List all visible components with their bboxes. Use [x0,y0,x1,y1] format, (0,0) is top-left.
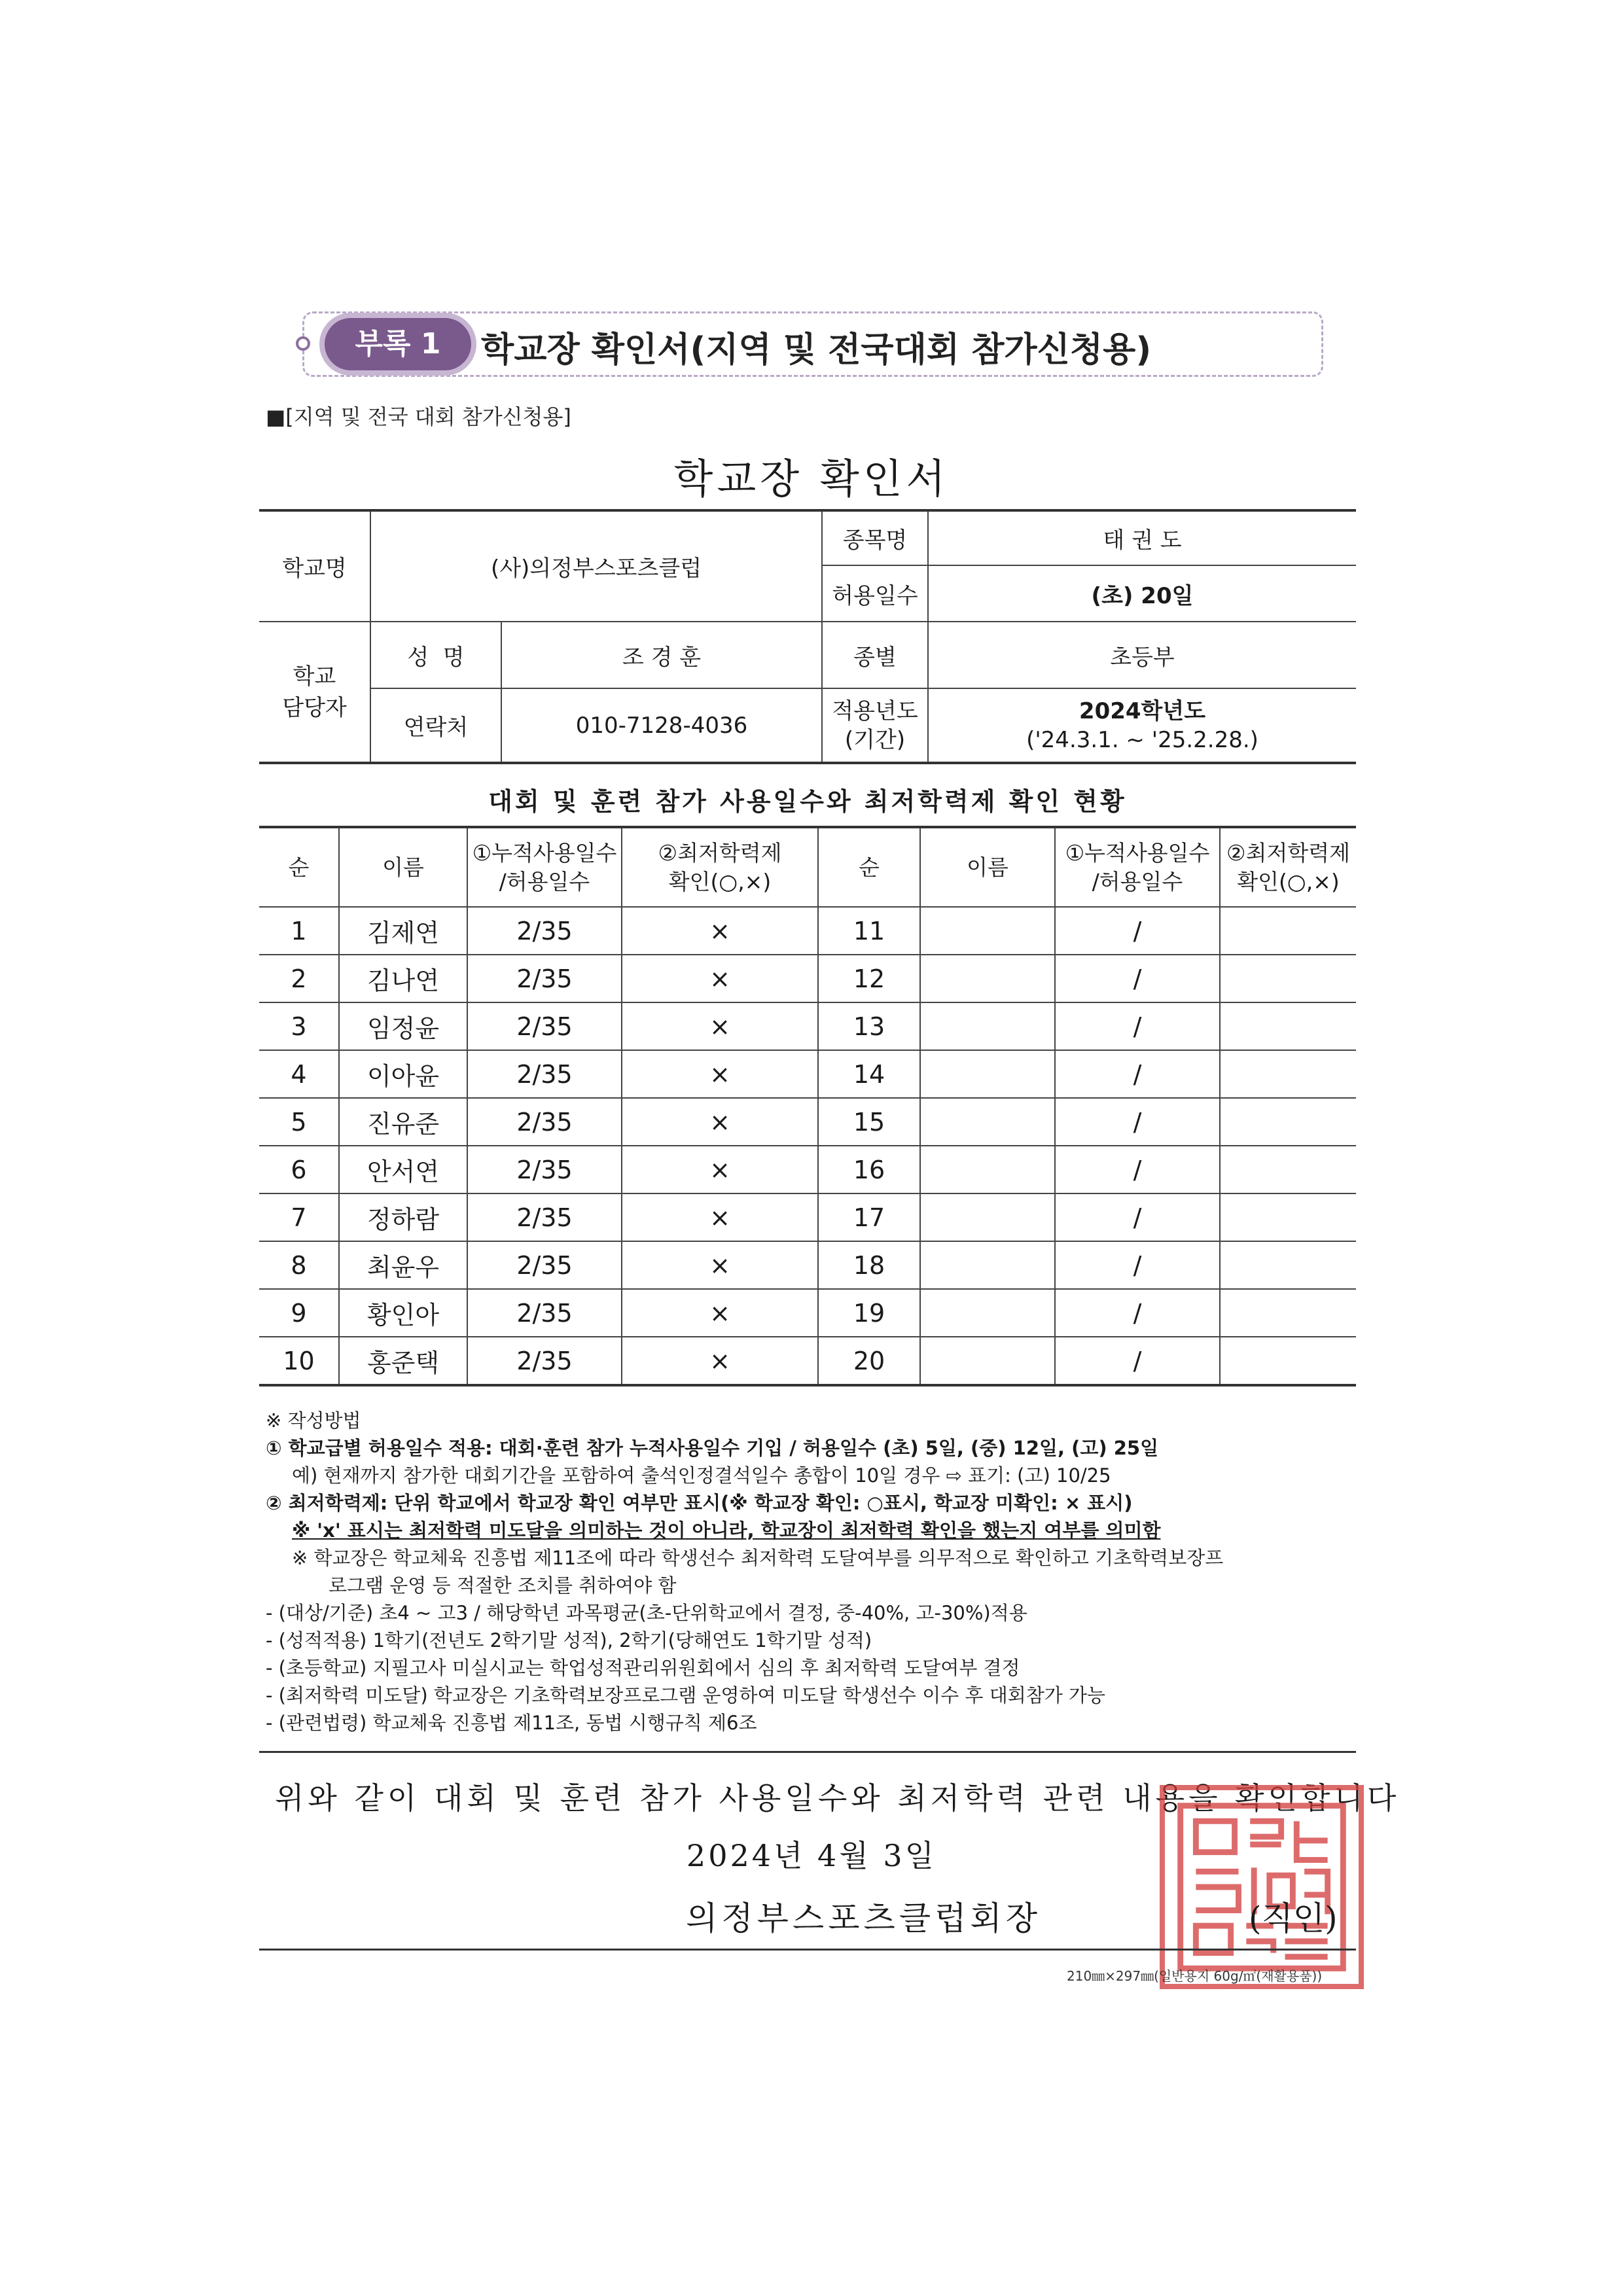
row-number: 16 [818,1146,920,1193]
section-title: 대회 및 훈련 참가 사용일수와 최저학력제 확인 현황 [488,787,1127,816]
grade-check: × [622,1050,818,1098]
note-1-example: 예) 현재까지 참가한 대회기간을 포함하여 출석인정결석일수 총합이 10일 경우 ⇨ 표기: (고) 10/25 [292,1464,1111,1487]
seal-mark: (직인) [1249,1899,1338,1937]
row-number: 12 [818,955,920,1002]
grade-check: × [622,1098,818,1146]
used-days: / [1055,1289,1220,1337]
note-2: ② 최저학력제: 단위 학교에서 학교장 확인 여부만 표시(※ 학교장 확인: ○표시, 학교장 미확인: × 표시) [266,1492,1133,1514]
used-days: 2/35 [467,1241,622,1289]
grade-check: × [622,1289,818,1337]
student-name [920,907,1055,955]
used-days: 2/35 [467,1337,622,1385]
name-label: 성 명 [370,622,501,688]
grade-check: × [622,1337,818,1385]
row-number: 14 [818,1050,920,1098]
instructions [266,1407,1359,1737]
student-name: 정하람 [339,1193,467,1241]
header-used-2: ①누적사용일수 /허용일수 [1055,827,1220,907]
header-dot [296,336,310,351]
used-days: 2/35 [467,1050,622,1098]
school-label: 학교명 [259,510,370,622]
subhead: ■[지역 및 전국 대회 참가신청용] [266,404,571,429]
grade-check [1220,1098,1356,1146]
year-value: 2024학년도 [1079,698,1206,724]
student-name [920,1193,1055,1241]
student-name: 홍준택 [339,1337,467,1385]
row-number: 8 [259,1241,339,1289]
row-number: 7 [259,1193,339,1241]
student-name: 안서연 [339,1146,467,1193]
row-number: 17 [818,1193,920,1241]
grade-check: × [622,1193,818,1241]
roster-table [259,826,1356,1386]
table-row [259,907,1356,955]
student-name [920,1146,1055,1193]
detail-4: - (최저학력 미도달) 학교장은 기초학력보장프로그램 운영하여 미도달 학생선수 이수 후 대회참가 가능 [266,1684,1106,1706]
header-no: 순 [259,827,339,907]
row-number: 4 [259,1050,339,1098]
row-number: 9 [259,1289,339,1337]
table-row [259,1050,1356,1098]
year-label: 적용년도 (기간) [822,688,928,763]
student-name: 최윤우 [339,1241,467,1289]
type-value: 초등부 [928,622,1356,688]
table-row [259,1337,1356,1385]
table-row [259,1002,1356,1050]
note-2-a: ※ 'x' 표시는 최저학력 미도달을 의미하는 것이 아니라, 학교장이 최저학력 확인을 했는지 여부를 의미함 [292,1519,1161,1542]
student-name: 임정윤 [339,1002,467,1050]
student-name [920,1289,1055,1337]
used-days: 2/35 [467,1146,622,1193]
grade-check [1220,1146,1356,1193]
days-value: (초) 20일 [928,565,1356,622]
row-number: 19 [818,1289,920,1337]
used-days: 2/35 [467,1289,622,1337]
header-check-2: ②최저학력제 확인(○,×) [1220,827,1356,907]
contact-label: 연락처 [370,688,501,763]
document-title: 학교장 확인서 [673,455,950,503]
header-no-2: 순 [818,827,920,907]
header-title: 학교장 확인서(지역 및 전국대회 참가신청용) [481,330,1152,370]
row-number: 20 [818,1337,920,1385]
row-number: 3 [259,1002,339,1050]
row-number: 2 [259,955,339,1002]
used-days: / [1055,955,1220,1002]
manager-label: 학교 담당자 [259,622,370,763]
grade-check [1220,907,1356,955]
student-name: 이아윤 [339,1050,467,1098]
student-name [920,955,1055,1002]
confirmation-text: 위와 같이 대회 및 훈련 참가 사용일수와 최저학력 관련 내용을 확인합니다 [275,1780,1400,1816]
notes-heading: ※ 작성방법 [266,1409,361,1432]
seal-graphic [1165,1790,1359,1984]
grade-check: × [622,1241,818,1289]
detail-5: - (관련법령) 학교체육 진흥법 제11조, 동법 시행규칙 제6조 [266,1712,757,1734]
issue-date: 2024년 4월 3일 [686,1838,937,1873]
table-row [259,1098,1356,1146]
year-period: ('24.3.1. ~ '25.2.28.) [1026,726,1258,753]
used-days: / [1055,907,1220,955]
student-name [920,1098,1055,1146]
appendix-badge: 부록 1 [319,313,476,376]
used-days: / [1055,1002,1220,1050]
signer-title: 의정부스포츠클럽회장 [686,1899,1041,1937]
student-name [920,1337,1055,1385]
sport-value: 태 권 도 [928,510,1356,565]
contact-value: 010-7128-4036 [501,688,822,763]
grade-check [1220,1050,1356,1098]
used-days: 2/35 [467,1098,622,1146]
used-days: / [1055,1050,1220,1098]
row-number: 11 [818,907,920,955]
school-value: (사)의정부스포츠클럽 [370,510,822,622]
grade-check: × [622,1146,818,1193]
year-cell [928,688,1356,763]
divider-bottom [259,1949,1356,1951]
table-row [259,955,1356,1002]
used-days: 2/35 [467,1002,622,1050]
row-number: 6 [259,1146,339,1193]
grade-check: × [622,955,818,1002]
grade-check [1220,1337,1356,1385]
official-seal [1160,1785,1364,1989]
student-name [920,1241,1055,1289]
sport-label: 종목명 [822,510,928,565]
student-name [920,1050,1055,1098]
header-name: 이름 [339,827,467,907]
name-value: 조 경 훈 [501,622,822,688]
header-used: ①누적사용일수 /허용일수 [467,827,622,907]
grade-check [1220,1289,1356,1337]
row-number: 18 [818,1241,920,1289]
grade-check [1220,1241,1356,1289]
detail-2: - (성적적용) 1학기(전년도 2학기말 성적), 2학기(당해연도 1학기말 성적) [266,1629,872,1651]
header-name-2: 이름 [920,827,1055,907]
row-number: 15 [818,1098,920,1146]
student-name: 진유준 [339,1098,467,1146]
table-row [259,1241,1356,1289]
note-1: ① 학교급별 허용일수 적용: 대회·훈련 참가 누적사용일수 기입 / 허용일수 (초) 5일, (중) 12일, (고) 25일 [266,1437,1159,1459]
student-name [920,1002,1055,1050]
detail-3: - (초등학교) 지필고사 미실시교는 학업성적관리위원회에서 심의 후 최저학력 도달여부 결정 [266,1657,1020,1679]
divider-top [259,1751,1356,1753]
grade-check: × [622,1002,818,1050]
student-name: 김나연 [339,955,467,1002]
used-days: 2/35 [467,1193,622,1241]
row-number: 1 [259,907,339,955]
info-table [259,509,1356,764]
grade-check [1220,1002,1356,1050]
note-2-b: ※ 학교장은 학교체육 진흥법 제11조에 따라 학생선수 최저학력 도달여부를 의무적으로 확인하고 기초학력보장프 [292,1547,1224,1569]
row-number: 10 [259,1337,339,1385]
grade-check [1220,955,1356,1002]
row-number: 13 [818,1002,920,1050]
student-name: 김제연 [339,907,467,955]
grade-check: × [622,907,818,955]
used-days: 2/35 [467,907,622,955]
table-row [259,1146,1356,1193]
roster-header-row [259,827,1356,907]
table-row [259,1193,1356,1241]
used-days: / [1055,1337,1220,1385]
used-days: / [1055,1146,1220,1193]
header-check: ②최저학력제 확인(○,×) [622,827,818,907]
used-days: / [1055,1241,1220,1289]
student-name: 황인아 [339,1289,467,1337]
table-row [259,1289,1356,1337]
used-days: 2/35 [467,955,622,1002]
detail-1: - (대상/기준) 초4 ~ 고3 / 해당학년 과목평균(초-단위학교에서 결정, 중-40%, 고-30%)적용 [266,1602,1027,1624]
paper-spec: 210㎜×297㎜(일반용지 60g/㎡(재활용품)) [1067,1968,1323,1984]
days-label: 허용일수 [822,565,928,622]
type-label: 종별 [822,622,928,688]
row-number: 5 [259,1098,339,1146]
grade-check [1220,1193,1356,1241]
used-days: / [1055,1193,1220,1241]
used-days: / [1055,1098,1220,1146]
note-2-b2: 로그램 운영 등 적절한 조치를 취하여야 함 [329,1574,677,1597]
